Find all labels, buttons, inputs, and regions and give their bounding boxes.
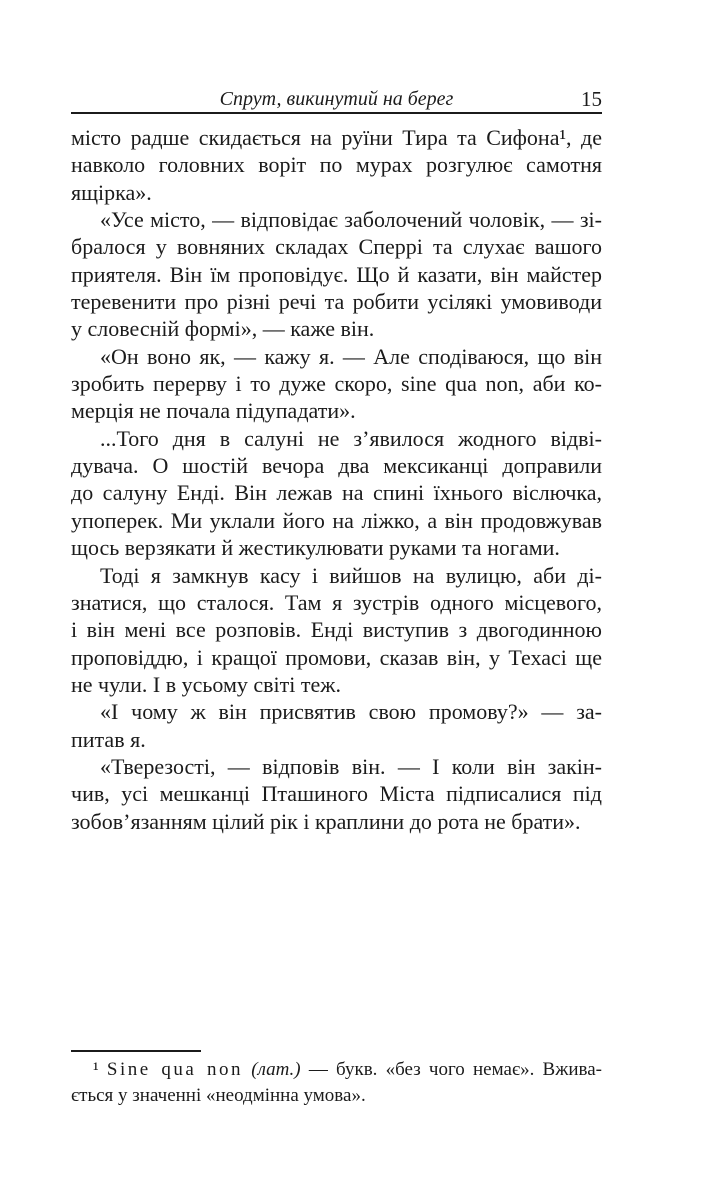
body-line: «Усе місто, — відповідає заболочений чоловік, — зі- xyxy=(100,207,602,233)
footnote-definition: — букв. «без чого немає». Вжива- xyxy=(300,1058,603,1080)
body-line: проповіддю, і кращої промови, сказав він, у Техасі ще xyxy=(71,644,602,670)
body-line: «Он воно як, — кажу я. — Але сподіваюся, що він xyxy=(100,343,602,369)
running-title: Спрут, викинутий на берег xyxy=(219,88,454,110)
body-line: теревенити про різні речі та робити усілякі умовиводи xyxy=(71,289,602,315)
body-line: питав я. xyxy=(71,726,146,752)
body-line: місто радше скидається на руїни Тира та Сифона¹, де xyxy=(71,125,602,150)
body-line: навколо головних воріт по мурах розгулює самотня xyxy=(71,152,602,178)
body-line: ящірка». xyxy=(71,179,152,205)
body-line: дувача. О шостій вечора два мексиканці доправили xyxy=(71,453,602,479)
body-line: знатися, що сталося. Там я зустрів одного місцевого, xyxy=(71,589,602,615)
body-line: приятеля. Він їм проповідує. Що й казати, він майстер xyxy=(71,261,602,287)
footnote-rule xyxy=(71,1050,201,1052)
body-line: мерція не почала підупадати». xyxy=(71,398,356,424)
body-line: у словесній формі», — каже він. xyxy=(71,316,375,342)
body-line: «І чому ж він присвятив свою промову?» — за- xyxy=(100,699,602,725)
body-line: ...Того дня в салуні не з’явилося жодного відві- xyxy=(100,425,602,451)
footnote-line-2: ється у значенні «неодмінна умова». xyxy=(71,1084,366,1106)
body-line: не чули. І в усьому світі теж. xyxy=(71,671,341,697)
footnote-language-label: (лат.) xyxy=(243,1058,301,1080)
text-block xyxy=(71,86,602,835)
footnote-line-1 xyxy=(71,1057,602,1083)
running-head xyxy=(71,86,602,112)
body-line: до салуну Енді. Він лежав на спині їхнього віслючка, xyxy=(71,480,602,506)
body-line: зробить перерву і то дуже скоро, sine qua non, аби ко- xyxy=(71,371,602,397)
body-text xyxy=(71,124,602,835)
footnote xyxy=(71,1050,602,1109)
body-line: щось верзякати й жестикулювати руками та ногами. xyxy=(71,535,560,561)
footnote-latin-phrase: Sine qua non xyxy=(106,1058,244,1080)
body-line: і він мені все розповів. Енді виступив з двогодинною xyxy=(71,617,602,643)
body-line: зобов’язанням цілий рік і краплини до рота не брати». xyxy=(71,808,581,834)
page-number: 15 xyxy=(581,87,602,111)
body-line: «Тверезості, — відповів він. — І коли він закін- xyxy=(100,753,602,779)
body-line: Тоді я замкнув касу і вийшов на вулицю, аби ді- xyxy=(100,562,602,588)
header-rule xyxy=(71,112,602,114)
body-line: упоперек. Ми уклали його на ліжко, а він продовжував xyxy=(71,507,602,533)
footnote-marker: ¹ xyxy=(93,1058,107,1080)
body-line: чив, усі мешканці Пташиного Міста підписалися під xyxy=(71,781,602,807)
body-line: бралося у вовняних складах Сперрі та слухає вашого xyxy=(71,234,602,260)
